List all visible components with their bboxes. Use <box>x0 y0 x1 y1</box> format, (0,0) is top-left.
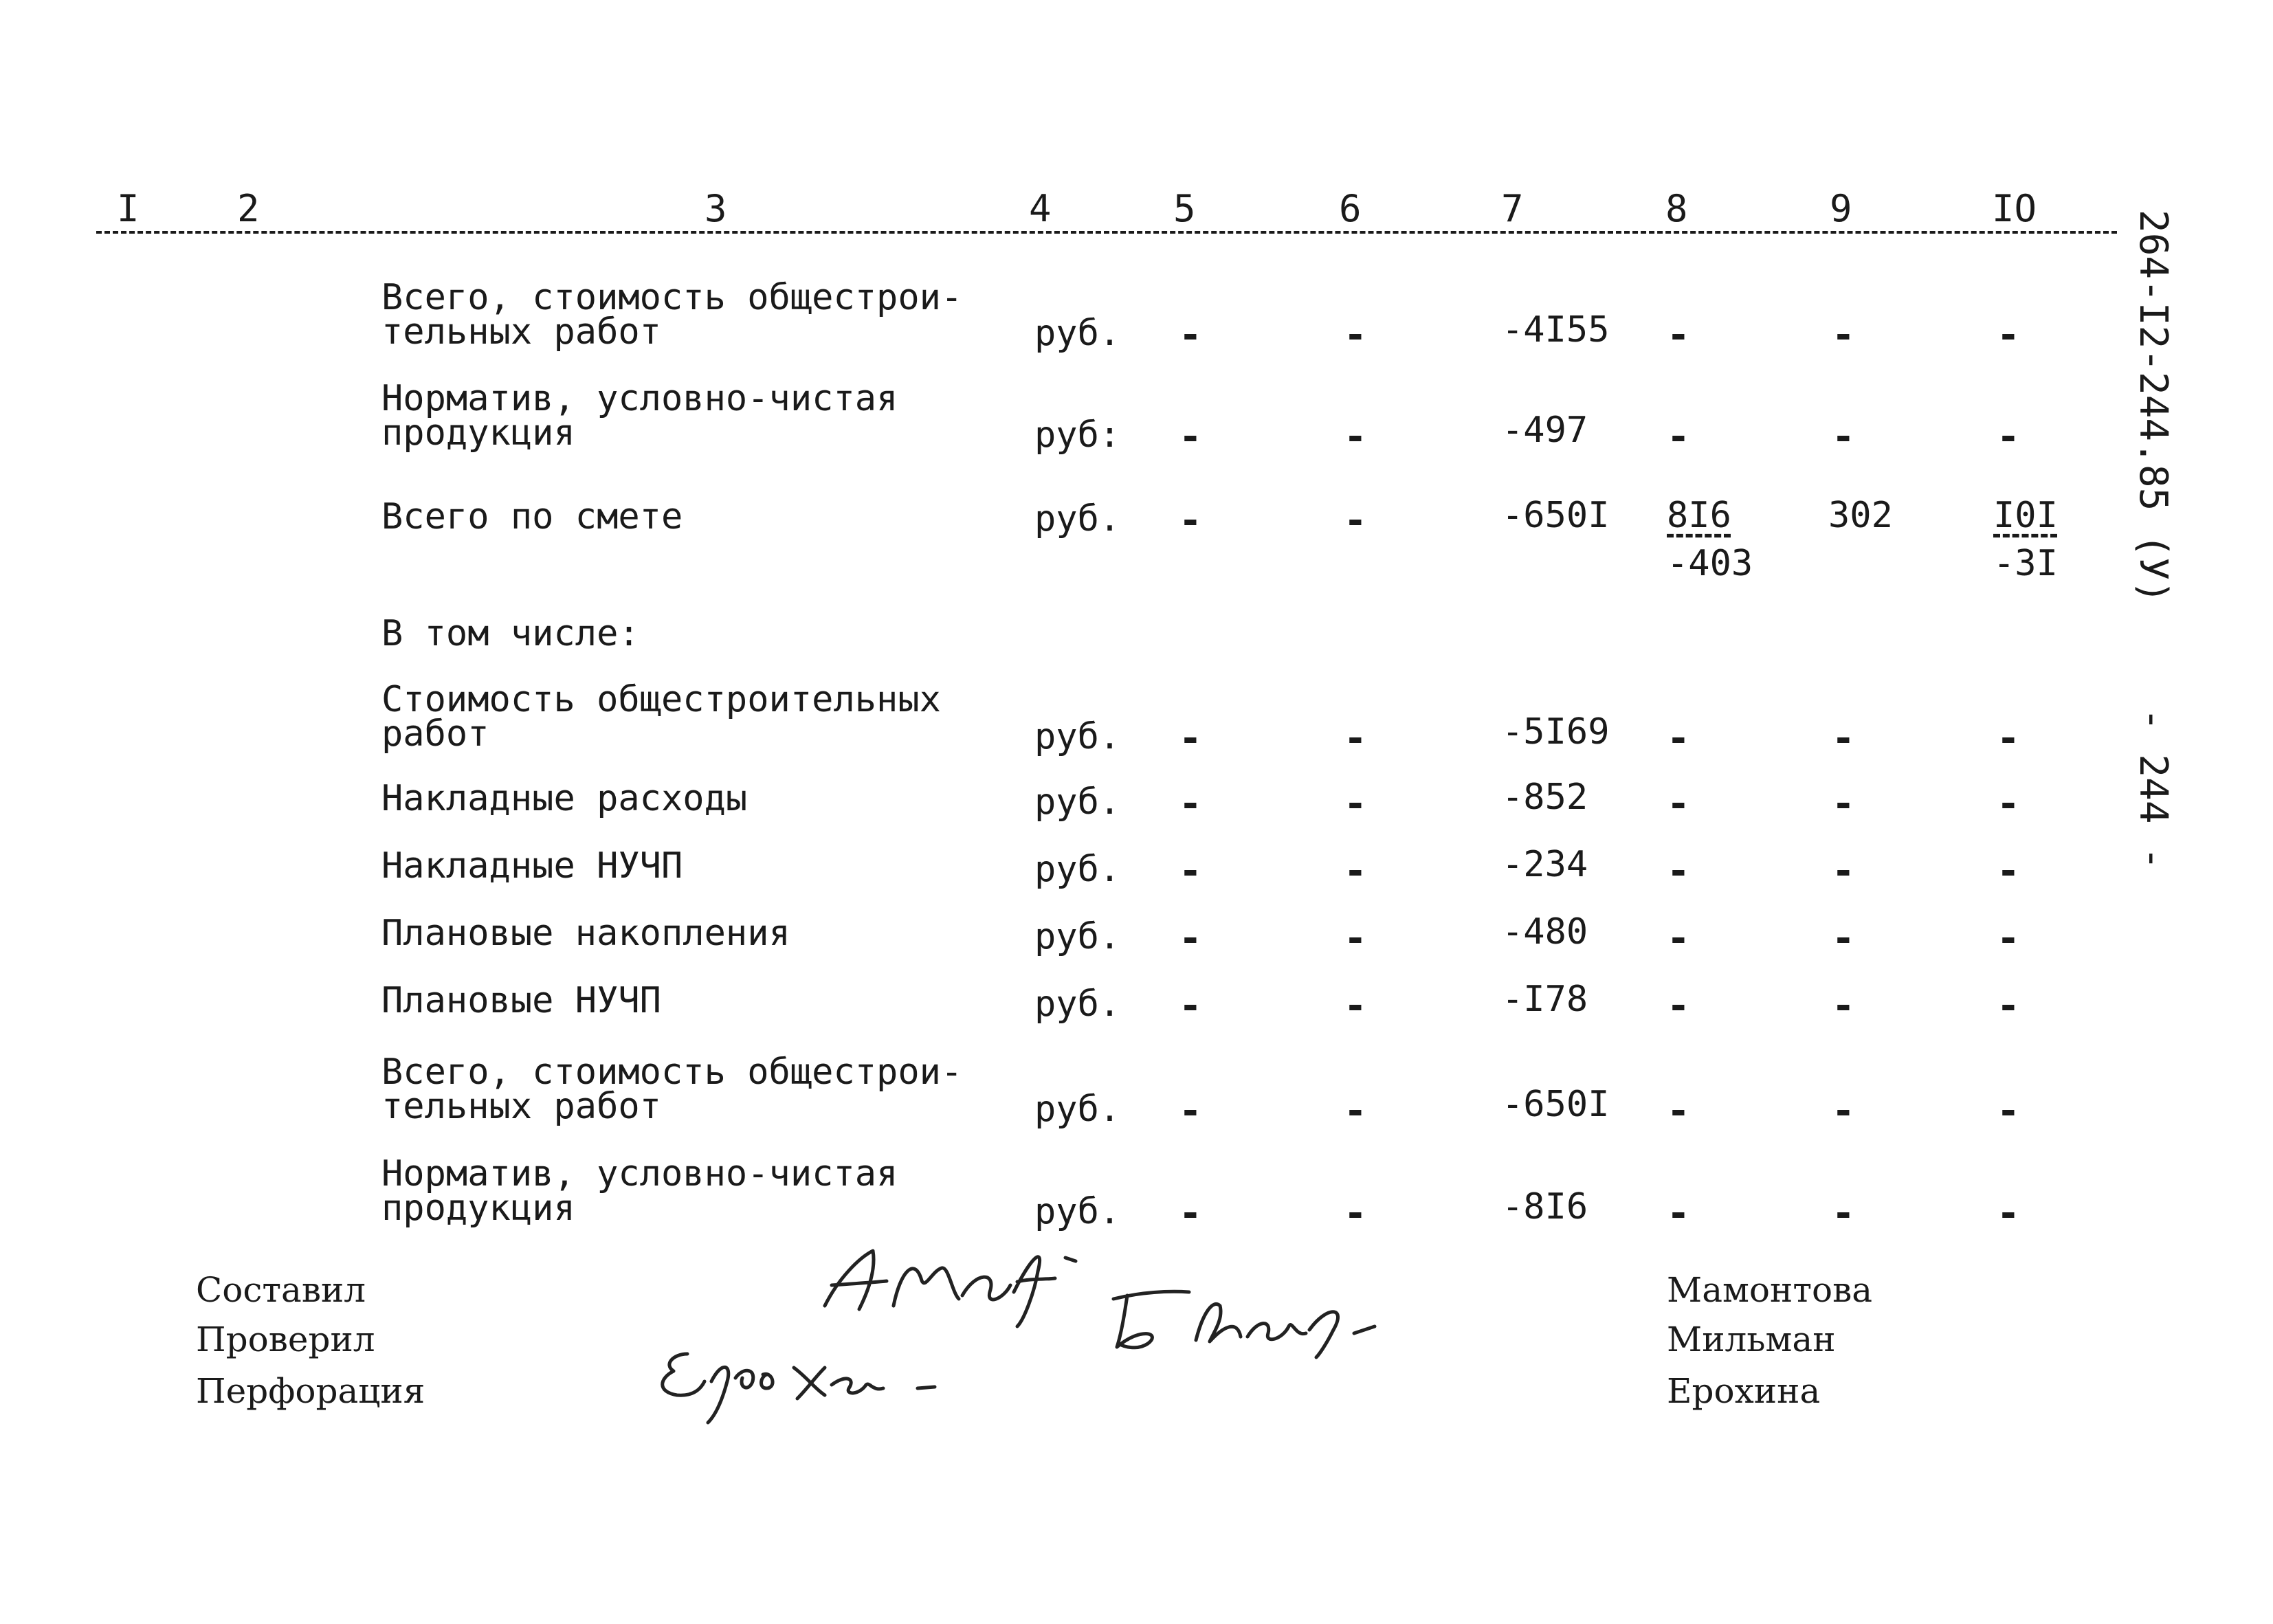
row-unit: руб. <box>1034 498 1121 540</box>
col-header-10: IO <box>1992 187 2037 230</box>
row-col9: - <box>1832 1089 1855 1133</box>
row-col10: - <box>1997 414 2020 459</box>
row-name-line1: Стоимость общестроительных <box>381 679 941 720</box>
row-col6: - <box>1344 1191 1367 1236</box>
row-col6: - <box>1344 983 1367 1028</box>
row-col10: - <box>1997 916 2020 961</box>
row-col5: - <box>1179 313 1202 357</box>
row-col8: - <box>1667 849 1690 893</box>
row-col6: - <box>1344 414 1367 459</box>
row-col10: - <box>1997 1089 2020 1133</box>
section-label: В том числе: <box>381 613 640 654</box>
row-unit: руб. <box>1034 716 1121 757</box>
row-col5: - <box>1179 414 1202 459</box>
row-col8: - <box>1667 313 1690 357</box>
row-name-line2: тельных работ <box>381 1086 661 1127</box>
row-col7-value: -650I <box>1502 495 1610 536</box>
row-col8: - <box>1667 414 1690 459</box>
row-col9-value: 302 <box>1828 495 1893 536</box>
row-col10-fraction-bottom: -3I <box>1993 543 2058 584</box>
row-name-line1: Плановые НУЧП <box>381 980 661 1021</box>
col-header-7: 7 <box>1501 187 1524 230</box>
row-col8: - <box>1667 916 1690 961</box>
row-col7-value: -5I69 <box>1502 711 1610 753</box>
row-name-line1: Плановые накопления <box>381 913 790 954</box>
signature-label-perforation: Перфорация <box>196 1371 425 1411</box>
row-col7-value: -650I <box>1502 1084 1610 1125</box>
row-col5: - <box>1179 716 1202 761</box>
row-col8: - <box>1667 983 1690 1028</box>
row-unit: руб. <box>1034 313 1121 354</box>
row-col6: - <box>1344 781 1367 826</box>
row-col9: - <box>1832 983 1855 1028</box>
row-col6: - <box>1344 916 1367 961</box>
row-col8: - <box>1667 781 1690 826</box>
col-header-8: 8 <box>1665 187 1688 230</box>
row-col10: - <box>1997 716 2020 761</box>
row-unit: руб. <box>1034 1089 1121 1130</box>
row-unit: руб. <box>1034 916 1121 957</box>
row-col9: - <box>1832 849 1855 893</box>
row-col7-value: -497 <box>1502 410 1588 451</box>
row-name-line1: Накладные расходы <box>381 778 748 819</box>
row-col5: - <box>1179 781 1202 826</box>
header-rule <box>96 231 2117 234</box>
row-col5: - <box>1179 1191 1202 1236</box>
signature-label-compiled: Составил <box>196 1270 366 1310</box>
row-name-line1: Всего по смете <box>381 496 683 537</box>
col-header-9: 9 <box>1830 187 1852 230</box>
row-col5: - <box>1179 983 1202 1028</box>
row-name-line1: Норматив, условно-чистая <box>381 1153 898 1194</box>
row-col10: - <box>1997 849 2020 893</box>
row-col5: - <box>1179 1089 1202 1133</box>
handwritten-signature-checked <box>1100 1278 1395 1361</box>
row-col7-value: -I78 <box>1502 979 1588 1020</box>
row-col6: - <box>1344 498 1367 543</box>
row-col10: - <box>1997 1191 2020 1236</box>
row-name-line1: Всего, стоимость общестрои- <box>381 277 963 318</box>
row-col7-value: -8I6 <box>1502 1186 1588 1227</box>
row-col6: - <box>1344 716 1367 761</box>
row-unit: руб. <box>1034 1191 1121 1232</box>
row-unit: руб. <box>1034 983 1121 1025</box>
signature-label-checked: Проверил <box>196 1320 375 1359</box>
row-col9: - <box>1832 313 1855 357</box>
row-col8: - <box>1667 1089 1690 1133</box>
row-col10: - <box>1997 313 2020 357</box>
row-col9: - <box>1832 716 1855 761</box>
handwritten-signature-compiled <box>811 1230 1100 1333</box>
row-col8-fraction-top: 8I6 <box>1667 495 1731 536</box>
col-header-5: 5 <box>1173 187 1196 230</box>
row-col7-value: -852 <box>1502 777 1588 818</box>
document-code: 264-I2-244.85 (У) <box>2131 210 2175 604</box>
signature-name-perforation: Ерохина <box>1667 1371 1821 1411</box>
row-name-line1: Всего, стоимость общестрои- <box>381 1052 963 1093</box>
row-col9: - <box>1832 916 1855 961</box>
row-col7-value: -480 <box>1502 911 1588 953</box>
col-header-6: 6 <box>1339 187 1362 230</box>
row-name-line1: Накладные НУЧП <box>381 845 683 887</box>
signature-name-checked: Мильман <box>1667 1320 1836 1359</box>
col-header-2: 2 <box>237 187 260 230</box>
row-col10-fraction-top: I0I <box>1993 495 2058 536</box>
row-col5: - <box>1179 498 1202 543</box>
row-col10: - <box>1997 781 2020 826</box>
row-col6: - <box>1344 849 1367 893</box>
row-col8: - <box>1667 716 1690 761</box>
row-col9: - <box>1832 414 1855 459</box>
handwritten-signature-perforation <box>646 1340 949 1430</box>
row-name-line2: тельных работ <box>381 311 661 353</box>
signature-name-compiled: Мамонтова <box>1667 1270 1873 1310</box>
row-col7-value: -4I55 <box>1502 309 1610 351</box>
row-col8: - <box>1667 1191 1690 1236</box>
row-unit: руб. <box>1034 781 1121 823</box>
row-name-line2: продукция <box>381 1188 575 1229</box>
row-col6: - <box>1344 1089 1367 1133</box>
row-name-line1: Норматив, условно-чистая <box>381 378 898 419</box>
col-header-3: 3 <box>705 187 727 230</box>
row-name-line2: продукция <box>381 412 575 454</box>
row-col8-fraction-bottom: -403 <box>1667 543 1753 584</box>
row-unit: руб: <box>1034 414 1121 456</box>
row-name-line2: работ <box>381 713 489 755</box>
row-col9: - <box>1832 781 1855 826</box>
row-col10: - <box>1997 983 2020 1028</box>
row-col5: - <box>1179 916 1202 961</box>
row-col7-value: -234 <box>1502 844 1588 885</box>
row-col5: - <box>1179 849 1202 893</box>
col-header-1: I <box>117 187 140 230</box>
col-header-4: 4 <box>1029 187 1052 230</box>
page-number: - 244 - <box>2131 708 2175 871</box>
row-col6: - <box>1344 313 1367 357</box>
row-col9: - <box>1832 1191 1855 1236</box>
row-unit: руб. <box>1034 849 1121 890</box>
